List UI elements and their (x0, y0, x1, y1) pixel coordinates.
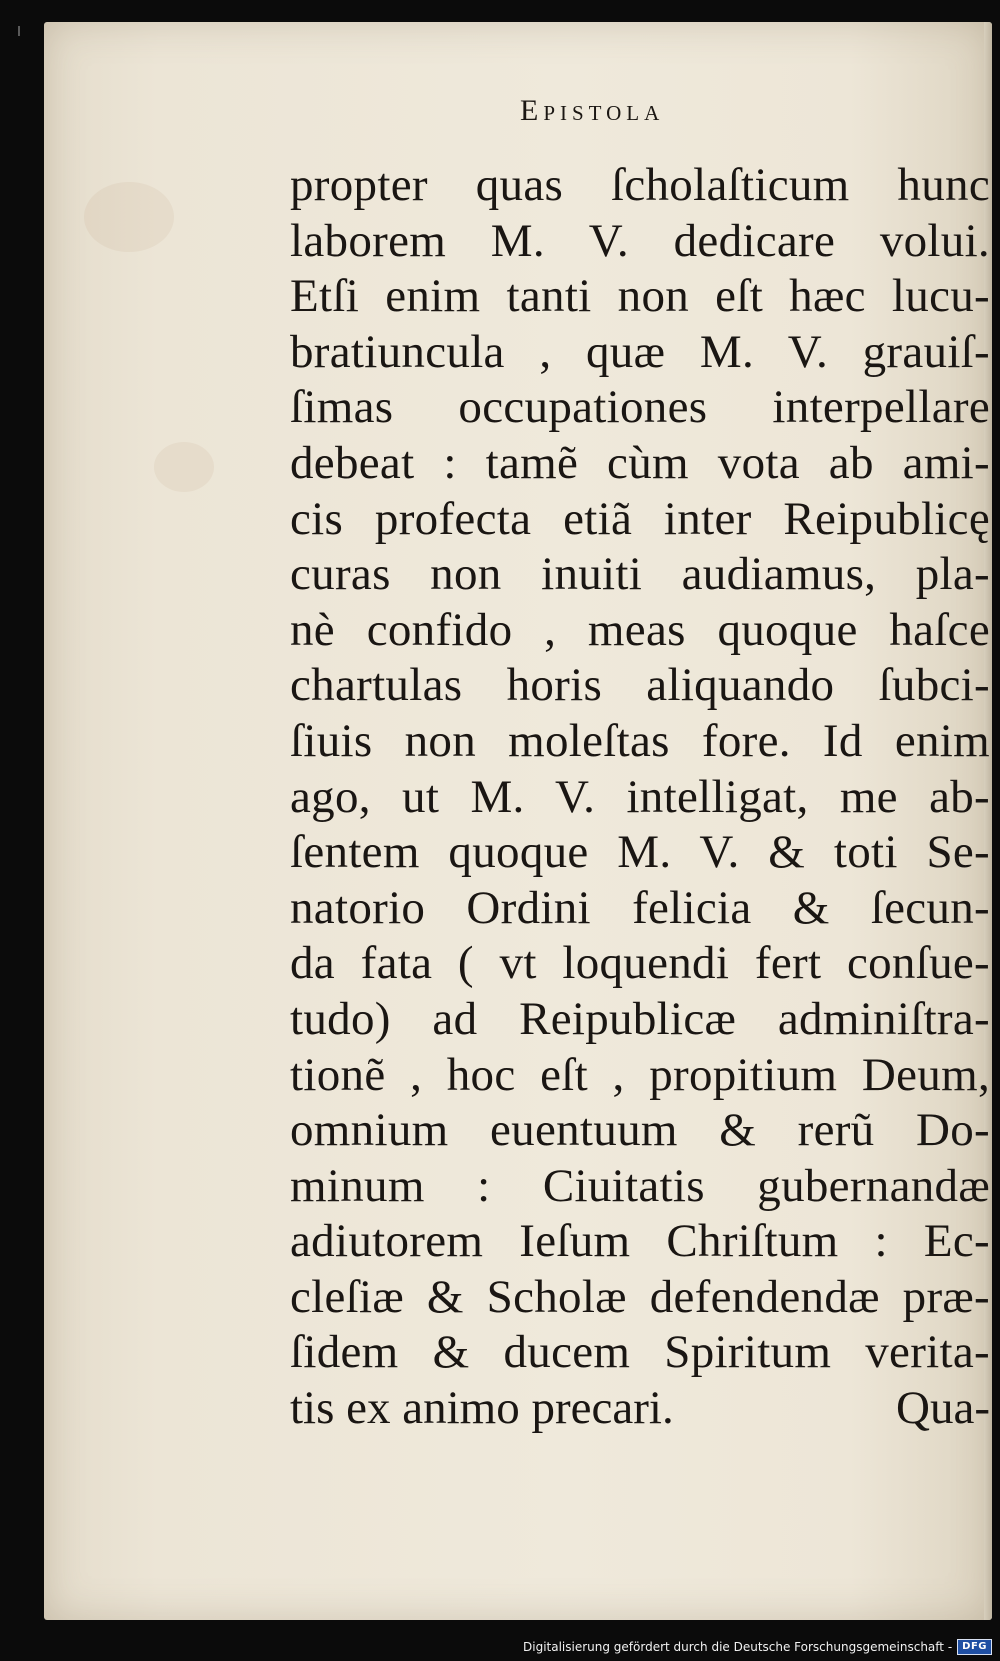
dfg-logo-icon: DFG (957, 1639, 992, 1655)
text-line: ago, ut M. V. intelligat, me ab- (290, 770, 990, 823)
text-line: tudo) ad Reipublicæ adminiſtra- (290, 992, 990, 1045)
text-line: ſentem quoque M. V. & toti Se- (290, 826, 990, 879)
body-text (290, 158, 990, 1437)
text-line: nè confido , meas quoque haſce (290, 603, 990, 656)
text-line: debeat : tamẽ cùm vota ab ami- (290, 436, 990, 489)
paper-stain (84, 182, 174, 252)
text-line: natorio Ordini felicia & ſecun- (290, 881, 990, 934)
running-head: Epistola (520, 94, 665, 127)
catchword: Qua- (896, 1382, 990, 1435)
text-line: curas non inuiti audiamus, pla- (290, 548, 990, 601)
text-line: propter quas ſcholaſticum hunc (290, 159, 990, 211)
text-line: minum : Ciuitatis gubernandæ (290, 1159, 990, 1212)
text-line: ſidem & ducem Spiritum verita- (290, 1326, 990, 1379)
text-line: bratiuncula , quæ M. V. grauiſ- (290, 325, 990, 378)
text-line: chartulas horis aliquando ſubci- (290, 659, 990, 712)
text-line: Etſi enim tanti non eſt hæc lucu- (290, 270, 990, 323)
final-line (290, 1381, 990, 1437)
digitization-credit (523, 1639, 992, 1655)
text-line: omnium euentuum & rerũ Do- (290, 1104, 990, 1157)
text-line: cleſiæ & Scholæ defendendæ præ- (290, 1270, 990, 1323)
text-line: da fata ( vt loquendi fert conſue- (290, 937, 990, 990)
text-line: cis profecta etiã inter Reipublicę (290, 492, 990, 545)
final-line-text: tis ex animo precari. (290, 1382, 674, 1435)
text-line: tionẽ , hoc eſt , propitium Deum, (290, 1048, 990, 1101)
text-line: laborem M. V. dedicare volui. (290, 214, 990, 267)
credit-text: Digitalisierung gefördert durch die Deutsche Forschungsgemeinschaft - (523, 1640, 953, 1654)
scan-margin-mark (18, 26, 20, 36)
paper-stain (154, 442, 214, 492)
text-line: adiutorem Ieſum Chriſtum : Ec- (290, 1215, 990, 1268)
text-line: ſiuis non moleſtas fore. Id enim (290, 714, 990, 767)
text-line: ſimas occupationes interpellare (290, 381, 990, 434)
